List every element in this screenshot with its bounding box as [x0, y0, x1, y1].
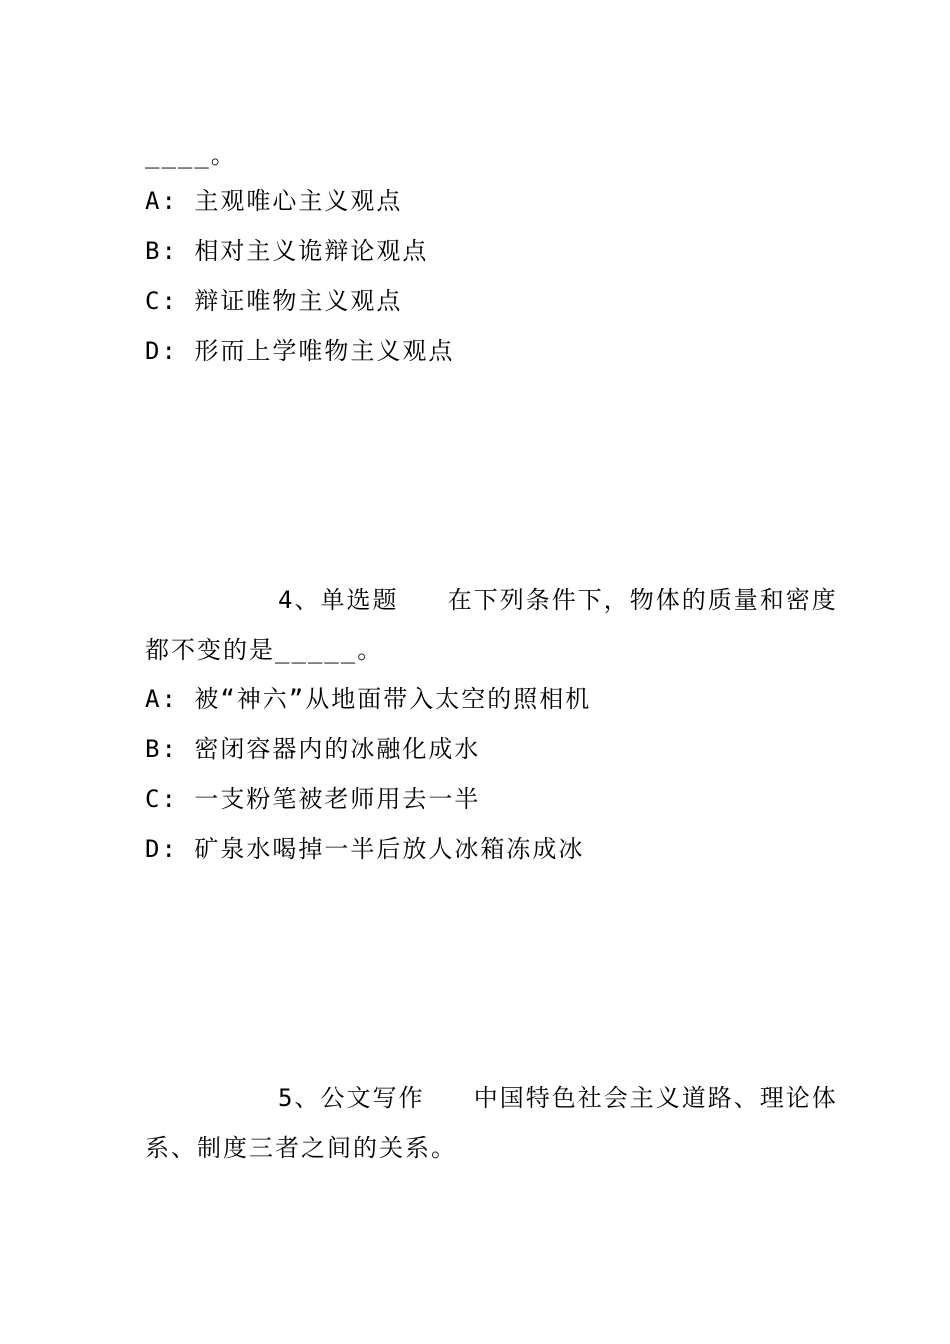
- q4-stem-line2: 都不变的是_____。: [145, 636, 384, 664]
- q5-stem-line2: 系、制度三者之间的关系。: [145, 1134, 457, 1162]
- q5-stem-line1: 5、公文写作 中国特色社会主义道路、理论体: [278, 1084, 838, 1112]
- q4-stem-line1: 4、单选题 在下列条件下，物体的质量和密度: [278, 586, 838, 614]
- q3-stem-blank: ____。: [145, 141, 237, 169]
- q4-option-b: B: 密闭容器内的冰融化成水: [145, 735, 481, 763]
- q4-option-d: D: 矿泉水喝掉一半后放人冰箱冻成冰: [145, 835, 585, 863]
- q3-option-d: D: 形而上学唯物主义观点: [145, 337, 455, 365]
- q4-option-c: C: 一支粉笔被老师用去一半: [145, 785, 481, 813]
- q4-option-a: A: 被“神六”从地面带入太空的照相机: [145, 685, 592, 713]
- q3-option-c: C: 辩证唯物主义观点: [145, 287, 403, 315]
- q3-option-b: B: 相对主义诡辩论观点: [145, 237, 429, 265]
- q3-option-a: A: 主观唯心主义观点: [145, 187, 403, 215]
